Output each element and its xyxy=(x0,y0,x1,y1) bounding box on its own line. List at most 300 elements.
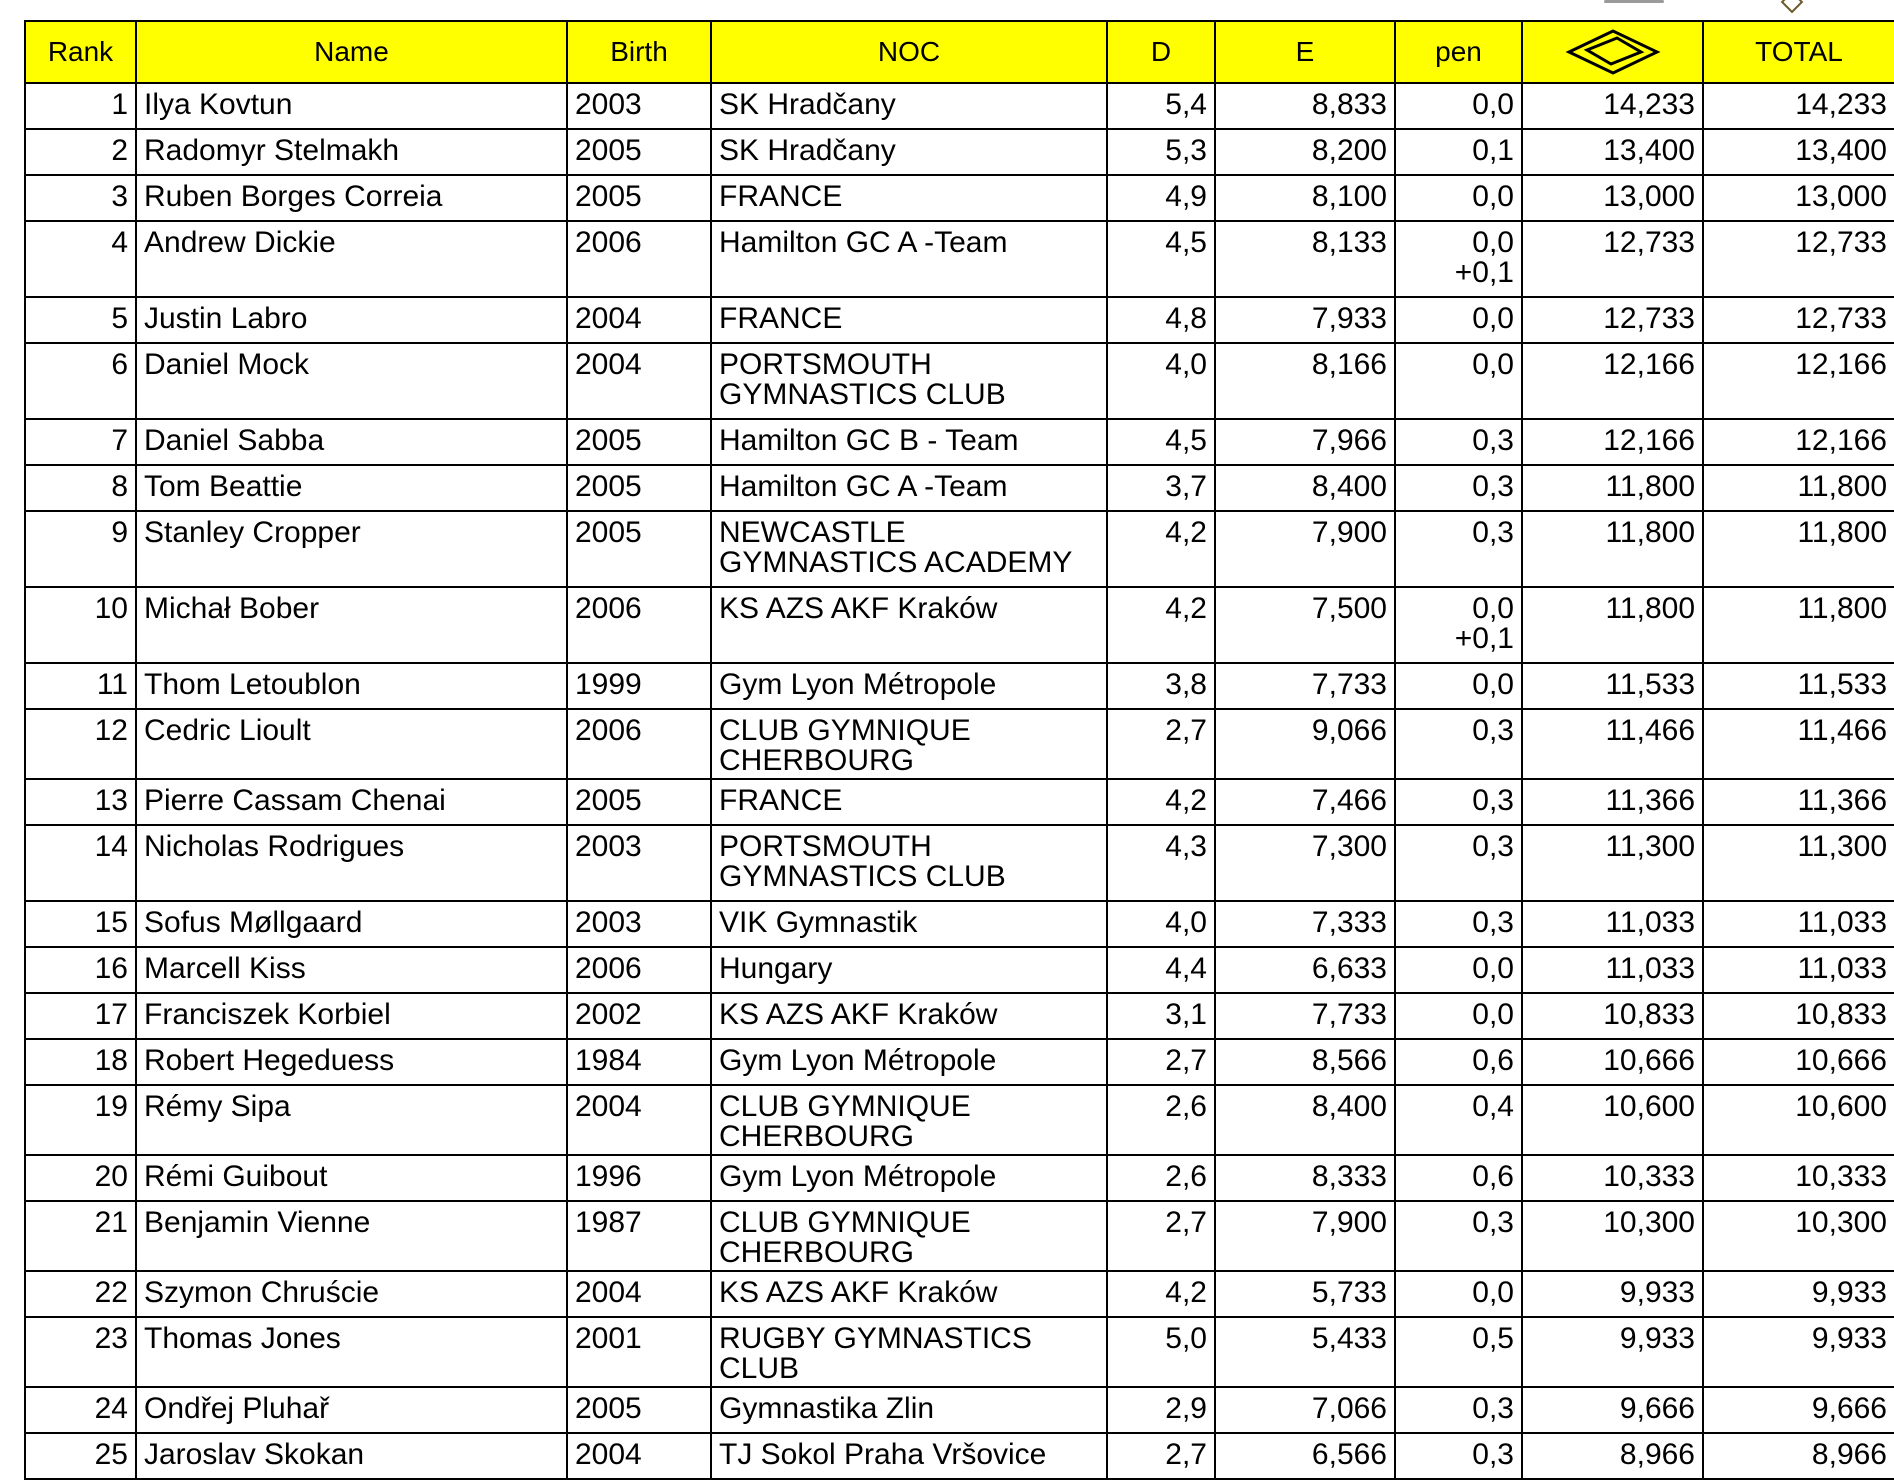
cell-rank xyxy=(25,825,136,901)
cell-d-value: 3,8 xyxy=(1165,668,1207,701)
cell-birth-value: 2003 xyxy=(575,88,642,121)
cell-name xyxy=(136,511,567,587)
cell-total-value: 11,800 xyxy=(1797,470,1887,503)
cell-total-value: 10,666 xyxy=(1795,1044,1887,1077)
cell-name-value: Thom Letoublon xyxy=(144,668,361,701)
cell-rank xyxy=(25,1085,136,1155)
cell-name-value: Tom Beattie xyxy=(144,470,303,503)
cell-rank-value: 1 xyxy=(111,88,128,121)
cell-e xyxy=(1215,1201,1395,1271)
cell-total xyxy=(1703,1433,1894,1479)
cell-noc-value: Gym Lyon Métropole xyxy=(719,668,997,701)
cell-noc-value: Hamilton GC A -Team xyxy=(719,226,1008,259)
cell-e-value: 7,333 xyxy=(1311,906,1387,939)
cell-rank xyxy=(25,1155,136,1201)
cell-apparatus-score xyxy=(1522,1085,1703,1155)
cell-name-value: Cedric Lioult xyxy=(144,714,311,747)
cell-noc xyxy=(711,175,1107,221)
table-row xyxy=(25,825,1894,901)
cell-name xyxy=(136,1317,567,1387)
cell-apparatus-score-value: 13,000 xyxy=(1603,180,1695,213)
cell-birth xyxy=(567,419,711,465)
cell-noc xyxy=(711,825,1107,901)
cell-apparatus-score xyxy=(1522,587,1703,663)
cell-e-value: 8,200 xyxy=(1311,134,1387,167)
cell-apparatus-score xyxy=(1522,1317,1703,1387)
cell-d-value: 4,5 xyxy=(1165,424,1207,457)
cell-noc-value: FRANCE xyxy=(719,302,843,335)
cell-total-value: 11,466 xyxy=(1797,714,1887,747)
cell-birth xyxy=(567,343,711,419)
cell-e-value: 8,566 xyxy=(1311,1044,1387,1077)
cell-rank xyxy=(25,221,136,297)
cell-pen-value: 0,0 xyxy=(1472,1276,1514,1309)
cell-e xyxy=(1215,1387,1395,1433)
cell-noc xyxy=(711,1039,1107,1085)
table-row xyxy=(25,1039,1894,1085)
cell-rank-value: 9 xyxy=(111,516,128,549)
cell-total xyxy=(1703,709,1894,779)
cell-rank xyxy=(25,1387,136,1433)
cell-d xyxy=(1107,511,1215,587)
cell-pen-value: 0,0 xyxy=(1472,998,1514,1031)
cell-rank-value: 24 xyxy=(94,1392,128,1425)
cell-name xyxy=(136,175,567,221)
cell-d xyxy=(1107,587,1215,663)
cell-e xyxy=(1215,129,1395,175)
cell-noc-value: TJ Sokol Praha Vršovice xyxy=(719,1438,1047,1471)
cell-d-value: 3,7 xyxy=(1165,470,1207,503)
table-row xyxy=(25,83,1894,129)
cell-pen xyxy=(1395,297,1522,343)
cell-d xyxy=(1107,297,1215,343)
cell-birth-value: 1999 xyxy=(575,668,642,701)
cell-birth-value: 2006 xyxy=(575,226,642,259)
cell-e-value: 5,433 xyxy=(1311,1322,1387,1355)
cell-d-value: 3,1 xyxy=(1165,998,1207,1031)
cell-total xyxy=(1703,129,1894,175)
cell-pen xyxy=(1395,129,1522,175)
cell-birth xyxy=(567,709,711,779)
cell-rank xyxy=(25,1201,136,1271)
cell-d-value: 4,4 xyxy=(1165,952,1207,985)
cell-rank-value: 13 xyxy=(94,784,128,817)
cell-total xyxy=(1703,825,1894,901)
cell-noc-value: FRANCE xyxy=(719,784,843,817)
cell-total-value: 10,833 xyxy=(1795,998,1887,1031)
cell-total-value: 11,800 xyxy=(1797,516,1887,549)
cell-noc-value: KS AZS AKF Kraków xyxy=(719,998,998,1031)
table-row xyxy=(25,343,1894,419)
cell-apparatus-score-value: 12,733 xyxy=(1603,302,1695,335)
cell-pen-value: 0,0 xyxy=(1472,592,1514,625)
cell-noc xyxy=(711,83,1107,129)
cell-total-value: 11,300 xyxy=(1797,830,1887,863)
cell-name-value: Rémi Guibout xyxy=(144,1160,328,1193)
cell-pen xyxy=(1395,993,1522,1039)
cell-apparatus-score xyxy=(1522,511,1703,587)
cell-name-value: Sofus Møllgaard xyxy=(144,906,363,939)
cell-pen xyxy=(1395,901,1522,947)
cell-total xyxy=(1703,221,1894,297)
cell-name xyxy=(136,1039,567,1085)
cell-birth-value: 2006 xyxy=(575,714,642,747)
cell-pen-value: 0,3 xyxy=(1472,1392,1514,1425)
cell-pen-value: 0,3 xyxy=(1472,1438,1514,1471)
cell-d-value: 4,9 xyxy=(1165,180,1207,213)
cell-pen-value: 0,3 xyxy=(1472,470,1514,503)
cell-apparatus-score xyxy=(1522,993,1703,1039)
cell-noc xyxy=(711,1433,1107,1479)
cell-d xyxy=(1107,1433,1215,1479)
cell-rank-value: 6 xyxy=(111,348,128,381)
cell-pen-value: 0,0 xyxy=(1472,180,1514,213)
cell-apparatus-score-value: 12,166 xyxy=(1603,348,1695,381)
cell-apparatus-score xyxy=(1522,709,1703,779)
cell-total xyxy=(1703,779,1894,825)
cell-birth xyxy=(567,1155,711,1201)
cell-noc-value: PORTSMOUTH GYMNASTICS CLUB xyxy=(719,830,1006,893)
cell-name-value: Ondřej Pluhař xyxy=(144,1392,330,1425)
cell-noc-value: NEWCASTLE GYMNASTICS ACADEMY xyxy=(719,516,1073,579)
cell-rank xyxy=(25,175,136,221)
cell-total xyxy=(1703,511,1894,587)
cell-apparatus-score xyxy=(1522,343,1703,419)
cell-birth-value: 1996 xyxy=(575,1160,642,1193)
cell-birth xyxy=(567,901,711,947)
cell-total-value: 14,233 xyxy=(1795,88,1887,121)
cell-name-value: Jaroslav Skokan xyxy=(144,1438,365,1471)
cell-total-value: 13,400 xyxy=(1795,134,1887,167)
cell-d-value: 2,7 xyxy=(1165,1438,1207,1471)
cell-apparatus-score xyxy=(1522,1271,1703,1317)
cell-rank xyxy=(25,1271,136,1317)
cell-total-value: 11,800 xyxy=(1797,592,1887,625)
federation-logo-fragment xyxy=(1781,0,1804,13)
cell-apparatus-score-value: 11,800 xyxy=(1605,592,1695,625)
cell-e xyxy=(1215,343,1395,419)
cell-pen-value: 0,4 xyxy=(1472,1090,1514,1123)
cell-pen-value: 0,0 xyxy=(1472,668,1514,701)
cell-d xyxy=(1107,175,1215,221)
cell-total-value: 9,666 xyxy=(1811,1392,1887,1425)
cell-pen-value: 0,0 xyxy=(1472,952,1514,985)
cell-e xyxy=(1215,83,1395,129)
cell-noc xyxy=(711,901,1107,947)
cell-birth xyxy=(567,1085,711,1155)
cell-e-value: 8,133 xyxy=(1311,226,1387,259)
table-row xyxy=(25,1317,1894,1387)
cell-apparatus-score xyxy=(1522,825,1703,901)
cell-name-value: Ilya Kovtun xyxy=(144,88,293,121)
cell-d-value: 4,0 xyxy=(1165,906,1207,939)
cell-apparatus-score xyxy=(1522,221,1703,297)
cell-noc xyxy=(711,511,1107,587)
cell-pen xyxy=(1395,1039,1522,1085)
cell-d-value: 4,0 xyxy=(1165,348,1207,381)
cell-birth-value: 2005 xyxy=(575,470,642,503)
cell-rank-value: 12 xyxy=(94,714,128,747)
cell-total-value: 9,933 xyxy=(1811,1322,1887,1355)
cell-rank xyxy=(25,901,136,947)
cell-birth xyxy=(567,587,711,663)
cell-rank-value: 15 xyxy=(94,906,128,939)
cell-birth-value: 2006 xyxy=(575,952,642,985)
cell-e-value: 7,066 xyxy=(1311,1392,1387,1425)
cell-noc xyxy=(711,129,1107,175)
cell-rank xyxy=(25,419,136,465)
cell-e-value: 9,066 xyxy=(1311,714,1387,747)
cell-rank xyxy=(25,947,136,993)
cell-birth xyxy=(567,175,711,221)
cell-apparatus-score xyxy=(1522,901,1703,947)
cell-birth-value: 1984 xyxy=(575,1044,642,1077)
col-header-name: Name xyxy=(136,21,567,83)
cell-total xyxy=(1703,1317,1894,1387)
cell-noc xyxy=(711,1155,1107,1201)
cell-noc xyxy=(711,1201,1107,1271)
cell-pen-extra-value: +0,1 xyxy=(1454,622,1514,655)
cell-name xyxy=(136,129,567,175)
cell-pen-value: 0,3 xyxy=(1472,424,1514,457)
cell-rank xyxy=(25,465,136,511)
cell-d xyxy=(1107,709,1215,779)
cell-e xyxy=(1215,1155,1395,1201)
cell-birth xyxy=(567,663,711,709)
cell-noc xyxy=(711,779,1107,825)
cell-pen xyxy=(1395,779,1522,825)
cell-name xyxy=(136,221,567,297)
cell-apparatus-score xyxy=(1522,779,1703,825)
cell-total xyxy=(1703,587,1894,663)
cell-noc-value: KS AZS AKF Kraków xyxy=(719,1276,998,1309)
col-header-apparatus xyxy=(1522,21,1703,83)
cell-d-value: 4,2 xyxy=(1165,1276,1207,1309)
cell-d xyxy=(1107,419,1215,465)
cell-e xyxy=(1215,221,1395,297)
cell-apparatus-score xyxy=(1522,83,1703,129)
cell-rank-value: 20 xyxy=(94,1160,128,1193)
cell-total xyxy=(1703,83,1894,129)
table-row xyxy=(25,587,1894,663)
cell-noc-value: Hamilton GC B - Team xyxy=(719,424,1019,457)
cell-e-value: 8,833 xyxy=(1311,88,1387,121)
cell-total-value: 11,033 xyxy=(1797,952,1887,985)
cell-total xyxy=(1703,175,1894,221)
cell-total xyxy=(1703,1387,1894,1433)
cell-name xyxy=(136,587,567,663)
cell-noc-value: CLUB GYMNIQUE CHERBOURG xyxy=(719,1090,971,1153)
cell-name-value: Daniel Sabba xyxy=(144,424,325,457)
cell-total xyxy=(1703,663,1894,709)
cell-d xyxy=(1107,1317,1215,1387)
cell-total-value: 10,600 xyxy=(1795,1090,1887,1123)
cell-total xyxy=(1703,297,1894,343)
cell-apparatus-score-value: 10,666 xyxy=(1603,1044,1695,1077)
cell-total-value: 11,366 xyxy=(1797,784,1887,817)
cell-name-value: Marcell Kiss xyxy=(144,952,306,985)
cell-name-value: Justin Labro xyxy=(144,302,308,335)
cell-rank-value: 18 xyxy=(94,1044,128,1077)
cell-rank xyxy=(25,343,136,419)
cell-birth xyxy=(567,947,711,993)
cell-pen xyxy=(1395,1201,1522,1271)
cell-apparatus-score xyxy=(1522,175,1703,221)
cell-d xyxy=(1107,1155,1215,1201)
cell-name xyxy=(136,993,567,1039)
cell-pen-value: 0,0 xyxy=(1472,88,1514,121)
cell-name xyxy=(136,663,567,709)
cell-pen xyxy=(1395,175,1522,221)
cell-rank-value: 22 xyxy=(94,1276,128,1309)
cell-name xyxy=(136,1387,567,1433)
cell-rank-value: 11 xyxy=(96,668,128,701)
col-header-noc: NOC xyxy=(711,21,1107,83)
table-row xyxy=(25,947,1894,993)
cell-apparatus-score-value: 10,333 xyxy=(1603,1160,1695,1193)
cell-birth-value: 2004 xyxy=(575,1090,642,1123)
cell-pen xyxy=(1395,511,1522,587)
cell-d-value: 2,6 xyxy=(1165,1160,1207,1193)
cell-noc xyxy=(711,343,1107,419)
cell-noc-value: CLUB GYMNIQUE CHERBOURG xyxy=(719,1206,971,1269)
cell-name-value: Stanley Cropper xyxy=(144,516,361,549)
table-row xyxy=(25,465,1894,511)
vault-icon xyxy=(1565,28,1661,76)
table-row xyxy=(25,901,1894,947)
cell-name-value: Robert Hegeduess xyxy=(144,1044,395,1077)
cell-d-value: 2,7 xyxy=(1165,1044,1207,1077)
cell-apparatus-score xyxy=(1522,663,1703,709)
cell-d-value: 4,8 xyxy=(1165,302,1207,335)
cell-birth-value: 2005 xyxy=(575,516,642,549)
cell-noc-value: Gym Lyon Métropole xyxy=(719,1044,997,1077)
cell-pen xyxy=(1395,419,1522,465)
cell-noc-value: SK Hradčany xyxy=(719,134,896,167)
header-row xyxy=(25,21,1894,83)
cell-rank-value: 16 xyxy=(94,952,128,985)
cell-e xyxy=(1215,1085,1395,1155)
cell-apparatus-score-value: 10,300 xyxy=(1603,1206,1695,1239)
cell-birth-value: 2001 xyxy=(575,1322,642,1355)
cell-e xyxy=(1215,297,1395,343)
cell-name xyxy=(136,825,567,901)
sponsor-logo-fragment xyxy=(1604,0,1664,3)
cell-d-value: 2,7 xyxy=(1165,1206,1207,1239)
cell-name-value: Nicholas Rodrigues xyxy=(144,830,405,863)
cell-name xyxy=(136,947,567,993)
cell-e-value: 7,300 xyxy=(1311,830,1387,863)
header-logo-strip xyxy=(1564,0,1894,18)
cell-rank-value: 10 xyxy=(94,592,128,625)
col-header-e: E xyxy=(1215,21,1395,83)
cell-e xyxy=(1215,587,1395,663)
cell-d-value: 4,2 xyxy=(1165,516,1207,549)
cell-d xyxy=(1107,779,1215,825)
cell-noc xyxy=(711,1271,1107,1317)
cell-birth xyxy=(567,825,711,901)
cell-e-value: 8,400 xyxy=(1311,470,1387,503)
cell-d xyxy=(1107,1387,1215,1433)
table-row xyxy=(25,511,1894,587)
cell-e-value: 6,566 xyxy=(1311,1438,1387,1471)
cell-d xyxy=(1107,129,1215,175)
cell-d xyxy=(1107,343,1215,419)
table-row xyxy=(25,779,1894,825)
table-row xyxy=(25,1387,1894,1433)
cell-birth-value: 2006 xyxy=(575,592,642,625)
cell-rank xyxy=(25,587,136,663)
cell-name xyxy=(136,1201,567,1271)
cell-noc xyxy=(711,587,1107,663)
cell-apparatus-score-value: 11,033 xyxy=(1605,952,1695,985)
cell-birth-value: 2005 xyxy=(575,134,642,167)
cell-birth xyxy=(567,1201,711,1271)
cell-name xyxy=(136,343,567,419)
cell-apparatus-score-value: 11,366 xyxy=(1605,784,1695,817)
cell-total xyxy=(1703,343,1894,419)
cell-apparatus-score-value: 12,166 xyxy=(1603,424,1695,457)
cell-pen xyxy=(1395,1271,1522,1317)
cell-name-value: Franciszek Korbiel xyxy=(144,998,391,1031)
cell-name xyxy=(136,83,567,129)
cell-apparatus-score-value: 10,600 xyxy=(1603,1090,1695,1123)
cell-birth xyxy=(567,83,711,129)
cell-noc-value: CLUB GYMNIQUE CHERBOURG xyxy=(719,714,971,777)
cell-e xyxy=(1215,1039,1395,1085)
col-header-pen: pen xyxy=(1395,21,1522,83)
cell-pen-extra-value: +0,1 xyxy=(1454,256,1514,289)
cell-e-value: 7,933 xyxy=(1311,302,1387,335)
table-row xyxy=(25,993,1894,1039)
cell-rank xyxy=(25,83,136,129)
table-row xyxy=(25,1085,1894,1155)
cell-e xyxy=(1215,709,1395,779)
cell-total-value: 12,166 xyxy=(1795,424,1887,457)
cell-d-value: 4,5 xyxy=(1165,226,1207,259)
cell-birth xyxy=(567,1317,711,1387)
cell-birth xyxy=(567,993,711,1039)
cell-e xyxy=(1215,993,1395,1039)
cell-name xyxy=(136,465,567,511)
cell-rank-value: 21 xyxy=(94,1206,128,1239)
cell-total xyxy=(1703,1039,1894,1085)
cell-pen xyxy=(1395,825,1522,901)
cell-d xyxy=(1107,465,1215,511)
cell-total xyxy=(1703,465,1894,511)
cell-apparatus-score-value: 14,233 xyxy=(1603,88,1695,121)
cell-d xyxy=(1107,947,1215,993)
cell-apparatus-score-value: 10,833 xyxy=(1603,998,1695,1031)
cell-noc xyxy=(711,993,1107,1039)
cell-e-value: 7,500 xyxy=(1311,592,1387,625)
cell-birth-value: 2004 xyxy=(575,1438,642,1471)
cell-e xyxy=(1215,419,1395,465)
cell-rank xyxy=(25,1433,136,1479)
cell-e-value: 7,900 xyxy=(1311,1206,1387,1239)
cell-apparatus-score-value: 11,533 xyxy=(1605,668,1695,701)
cell-pen-value: 0,3 xyxy=(1472,830,1514,863)
table-row xyxy=(25,663,1894,709)
cell-total-value: 11,033 xyxy=(1797,906,1887,939)
cell-name-value: Andrew Dickie xyxy=(144,226,336,259)
cell-noc xyxy=(711,947,1107,993)
cell-name xyxy=(136,297,567,343)
cell-d-value: 4,2 xyxy=(1165,784,1207,817)
cell-d-value: 5,3 xyxy=(1165,134,1207,167)
cell-name xyxy=(136,901,567,947)
cell-noc-value: Hamilton GC A -Team xyxy=(719,470,1008,503)
